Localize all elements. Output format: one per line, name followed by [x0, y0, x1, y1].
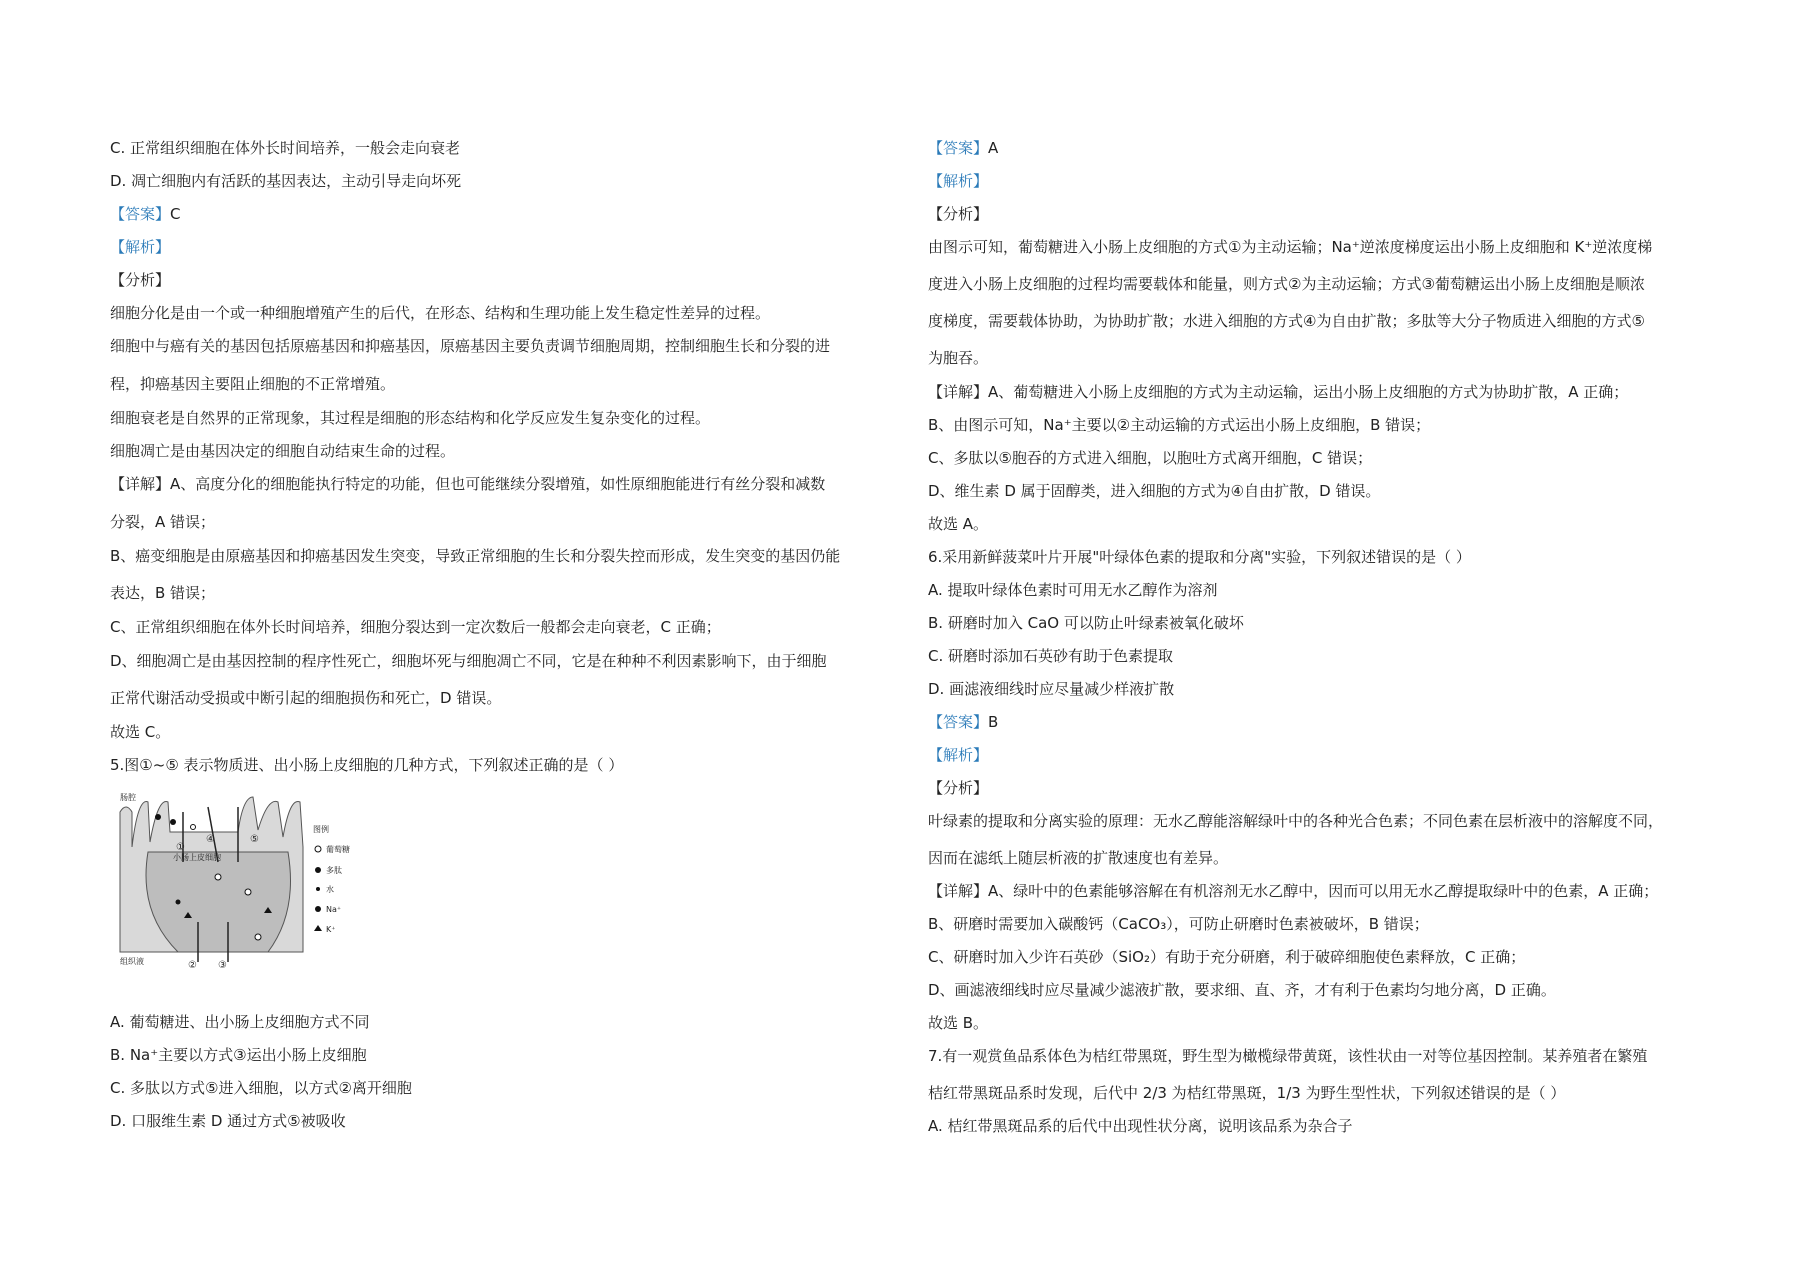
- line-text: A. 葡萄糖进、出小肠上皮细胞方式不同: [110, 1013, 370, 1031]
- text-line: [928, 448, 1372, 468]
- label-n1: ①: [176, 842, 185, 853]
- legend-water: 水: [326, 885, 334, 894]
- line-text: 桔红带黑斑品系时发现，后代中 2/3 为桔红带黑斑，1/3 为野生型性状，下列叙述错误的是（ ）: [928, 1084, 1566, 1102]
- text-line: [928, 646, 1173, 666]
- text-line: [110, 1012, 370, 1032]
- text-line: [110, 474, 825, 494]
- text-line: [928, 947, 1525, 967]
- line-text: 【详解】A、高度分化的细胞能执行特定的功能，但也可能继续分裂增殖，如性原细胞能进行有丝分裂和减数: [110, 475, 826, 493]
- legend-glucose: 葡萄糖: [326, 845, 350, 854]
- text-line: [928, 811, 1663, 831]
- line-text: A. 提取叶绿体色素时可用无水乙醇作为溶剂: [928, 581, 1218, 599]
- text-line: [928, 348, 988, 368]
- line-text: 度进入小肠上皮细胞的过程均需要载体和能量，则方式②为主动运输；方式③葡萄糖运出小肠上皮细胞是顺浓: [928, 275, 1645, 293]
- text-line: [928, 712, 998, 732]
- section-tag: 【解析】: [110, 238, 171, 256]
- section-tag: 【答案】: [928, 139, 989, 157]
- text-line: [928, 481, 1380, 501]
- section-tag: 【答案】: [928, 713, 989, 731]
- line-text: C: [170, 205, 181, 223]
- text-line: [110, 237, 170, 257]
- text-line: [928, 1083, 1565, 1103]
- line-text: 因而在滤纸上随层析液的扩散速度也有差异。: [928, 849, 1229, 867]
- section-tag: 【解析】: [928, 746, 989, 764]
- label-n4: ④: [206, 834, 215, 845]
- text-line: [110, 755, 623, 775]
- line-text: 【分析】: [928, 779, 989, 797]
- line-text: D、画滤液细线时应尽量减少滤液扩散，要求细、直、齐，才有利于色素均匀地分离，D 正确。: [928, 981, 1556, 999]
- section-tag: 【解析】: [928, 172, 989, 190]
- text-line: [928, 613, 1244, 633]
- label-n2: ②: [188, 960, 197, 970]
- text-line: [110, 408, 710, 428]
- line-text: 7.有一观赏鱼品系体色为桔红带黑斑，野生型为橄榄绿带黄斑，该性状由一对等位基因控制。某养殖者在繁殖: [928, 1047, 1648, 1065]
- text-line: [110, 617, 721, 637]
- text-line: [110, 688, 501, 708]
- text-line: [110, 374, 395, 394]
- line-text: 细胞分化是由一个或一种细胞增殖产生的后代，在形态、结构和生理功能上发生稳定性差异的过程。: [110, 304, 771, 322]
- line-text: 正常代谢活动受损或中断引起的细胞损伤和死亡，D 错误。: [110, 689, 502, 707]
- line-text: 程，抑癌基因主要阻止细胞的不正常增殖。: [110, 375, 396, 393]
- text-line: [928, 311, 1645, 331]
- text-line: [110, 722, 170, 742]
- text-line: [110, 583, 215, 603]
- line-text: C. 正常组织细胞在体外长时间培养，一般会走向衰老: [110, 139, 461, 157]
- label-lumen: 肠腔: [120, 793, 136, 802]
- text-line: [928, 914, 1429, 934]
- text-line: [110, 441, 455, 461]
- text-line: [110, 1111, 346, 1131]
- legend-title: 图例: [313, 825, 329, 834]
- legend-peptide: 多肽: [326, 866, 342, 875]
- line-text: B、癌变细胞是由原癌基因和抑癌基因发生突变，导致正常细胞的生长和分裂失控而形成，发生突变的基因仍能: [110, 547, 841, 565]
- text-line: [110, 204, 181, 224]
- line-text: C. 多肽以方式⑤进入细胞，以方式②离开细胞: [110, 1079, 412, 1097]
- cell-diagram: [118, 792, 378, 970]
- line-text: A. 桔红带黑斑品系的后代中出现性状分离，说明该品系为杂合子: [928, 1117, 1353, 1135]
- text-line: [110, 171, 461, 191]
- line-text: A: [988, 139, 999, 157]
- text-line: [928, 980, 1556, 1000]
- line-text: B. Na⁺主要以方式③运出小肠上皮细胞: [110, 1046, 367, 1064]
- text-line: [928, 745, 988, 765]
- text-line: [110, 303, 770, 323]
- text-line: [928, 881, 1658, 901]
- text-line: [928, 514, 988, 534]
- text-line: [110, 1045, 367, 1065]
- line-text: D. 口服维生素 D 通过方式⑤被吸收: [110, 1112, 346, 1130]
- text-line: [928, 1046, 1647, 1066]
- text-line: [928, 580, 1218, 600]
- text-line: [928, 547, 1471, 567]
- line-text: 【详解】A、葡萄糖进入小肠上皮细胞的方式为主动运输，运出小肠上皮细胞的方式为协助扩散，A 正确；: [928, 383, 1629, 401]
- text-line: [928, 415, 1430, 435]
- section-tag: 【答案】: [110, 205, 171, 223]
- line-text: B、由图示可知，Na⁺主要以②主动运输的方式运出小肠上皮细胞，B 错误；: [928, 416, 1431, 434]
- line-text: 为胞吞。: [928, 349, 989, 367]
- text-line: [928, 171, 988, 191]
- line-text: 5.图①~⑤ 表示物质进、出小肠上皮细胞的几种方式，下列叙述正确的是（ ）: [110, 756, 624, 774]
- line-text: D、维生素 D 属于固醇类，进入细胞的方式为④自由扩散，D 错误。: [928, 482, 1381, 500]
- line-text: 【分析】: [928, 205, 989, 223]
- text-line: [928, 1116, 1353, 1136]
- text-line: [928, 679, 1174, 699]
- line-text: 【分析】: [110, 271, 171, 289]
- line-text: 故选 A。: [928, 515, 989, 533]
- line-text: 叶绿素的提取和分离实验的原理：无水乙醇能溶解绿叶中的各种光合色素；不同色素在层析液中的溶解度不同，: [928, 812, 1664, 830]
- label-n3: ③: [218, 960, 227, 970]
- text-line: [110, 270, 170, 290]
- line-text: 故选 C。: [110, 723, 171, 741]
- line-text: B. 研磨时加入 CaO 可以防止叶绿素被氧化破坏: [928, 614, 1244, 632]
- line-text: B: [988, 713, 999, 731]
- text-line: [928, 778, 988, 798]
- line-text: 6.采用新鲜菠菜叶片开展"叶绿体色素的提取和分离"实验，下列叙述错误的是（ ）: [928, 548, 1471, 566]
- line-text: D. 凋亡细胞内有活跃的基因表达，主动引导走向坏死: [110, 172, 462, 190]
- line-text: 故选 B。: [928, 1014, 989, 1032]
- text-line: [110, 336, 830, 356]
- text-line: [110, 1078, 412, 1098]
- text-line: [928, 848, 1228, 868]
- text-line: [928, 138, 998, 158]
- line-text: 分裂，A 错误；: [110, 513, 216, 531]
- label-cell: 小肠上皮细胞: [173, 853, 221, 862]
- label-tissue: 组织液: [120, 957, 144, 966]
- cell-body: [146, 852, 291, 952]
- cell-transport-figure: [118, 792, 378, 970]
- line-text: 度梯度，需要载体协助，为协助扩散；水进入细胞的方式④为自由扩散；多肽等大分子物质进入细胞的方式⑤: [928, 312, 1645, 330]
- text-line: [110, 546, 840, 566]
- line-text: 【详解】A、绿叶中的色素能够溶解在有机溶剂无水乙醇中，因而可以用无水乙醇提取绿叶中的色素，A 正确；: [928, 882, 1659, 900]
- line-text: 表达，B 错误；: [110, 584, 216, 602]
- text-line: [110, 651, 827, 671]
- line-text: D. 画滤液细线时应尽量减少样液扩散: [928, 680, 1175, 698]
- line-text: D、细胞凋亡是由基因控制的程序性死亡，细胞坏死与细胞凋亡不同，它是在种种不利因素影响下，由于细胞: [110, 652, 827, 670]
- text-line: [928, 274, 1645, 294]
- line-text: C. 研磨时添加石英砂有助于色素提取: [928, 647, 1174, 665]
- line-text: 由图示可知，葡萄糖进入小肠上皮细胞的方式①为主动运输；Na⁺逆浓度梯度运出小肠上皮细胞和 K⁺逆浓度梯: [928, 238, 1653, 256]
- line-text: C、正常组织细胞在体外长时间培养，细胞分裂达到一定次数后一般都会走向衰老，C 正确；: [110, 618, 721, 636]
- line-text: C、多肽以⑤胞吞的方式进入细胞，以胞吐方式离开细胞，C 错误；: [928, 449, 1373, 467]
- text-line: [928, 204, 988, 224]
- line-text: 细胞中与癌有关的基因包括原癌基因和抑癌基因，原癌基因主要负责调节细胞周期，控制细胞生长和分裂的进: [110, 337, 831, 355]
- legend-na: Na⁺: [326, 905, 342, 914]
- line-text: 细胞凋亡是由基因决定的细胞自动结束生命的过程。: [110, 442, 456, 460]
- text-line: [928, 382, 1628, 402]
- text-line: [928, 237, 1652, 257]
- line-text: 细胞衰老是自然界的正常现象，其过程是细胞的形态结构和化学反应发生复杂变化的过程。: [110, 409, 711, 427]
- label-n5: ⑤: [250, 834, 259, 845]
- legend-k: K⁺: [326, 925, 336, 934]
- line-text: B、研磨时需要加入碳酸钙（CaCO₃），可防止研磨时色素被破坏，B 错误；: [928, 915, 1429, 933]
- line-text: C、研磨时加入少许石英砂（SiO₂）有助于充分研磨，利于破碎细胞使色素释放，C 正确；: [928, 948, 1526, 966]
- text-line: [110, 138, 460, 158]
- text-line: [928, 1013, 988, 1033]
- text-line: [110, 512, 215, 532]
